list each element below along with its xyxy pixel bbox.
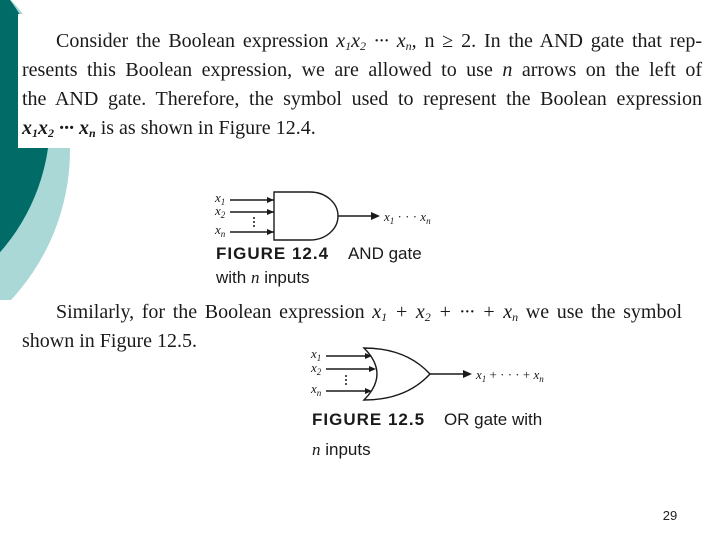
input-label-x2: $x_2$	[215, 203, 226, 220]
input-label-xn: $x_n$	[215, 222, 226, 239]
and-gate-output-label: $x_1$ · · · $x_n$	[384, 209, 431, 226]
text-line: shown in Figure 12.5.	[22, 330, 197, 352]
text-line: Similarly, for the Boolean expression $x_1 + x_2$ + ··· + $x_n$ we use the symbol	[56, 301, 683, 324]
text-line: $x_1x_2$ ··· $x_n$ is as shown in Figure 12.4.	[22, 117, 316, 140]
or-gate-body	[364, 348, 430, 400]
or-gate-figure	[306, 344, 576, 404]
figure-12-4-caption-line2: with n inputs	[216, 268, 310, 287]
text-line: the AND gate. Therefore, the symbol used to represent the Boolean expression	[22, 88, 702, 110]
math-expression: $x_1x_2$ ··· $x_n$	[22, 117, 96, 140]
and-gate-diagram	[210, 188, 480, 244]
and-gate-body	[274, 192, 338, 240]
figure-12-5-caption-line2: n inputs	[312, 440, 371, 459]
figure-12-5-caption: FIGURE 12.5 OR gate with	[312, 410, 543, 429]
figure-12-4-caption: FIGURE 12.4 AND gate	[216, 244, 422, 263]
input-label-x1: $x_1$	[215, 190, 226, 207]
input-label-xn: $x_n$	[311, 381, 322, 398]
text-line: Consider the Boolean expression $x_1x_2$ ··· $x_n$, n ≥ 2. In the AND gate that rep-	[56, 30, 703, 53]
math-expression: $x_1x_2$ ··· $x_n$,	[336, 30, 417, 53]
and-gate-figure	[210, 188, 480, 244]
input-label-x2: $x_2$	[311, 360, 322, 377]
or-gate-output-label: $x_1$ + · · · + $x_n$	[476, 367, 544, 384]
text-line: resents this Boolean expression, we are allowed to use n arrows on the left of	[22, 59, 702, 81]
or-gate-diagram	[306, 344, 576, 404]
math-expression: $x_1 + x_2$ + ··· + $x_n$	[372, 301, 519, 324]
input-label-x1: $x_1$	[311, 346, 322, 363]
paragraph-and-gate	[22, 27, 702, 143]
page-number: 29	[662, 508, 678, 523]
